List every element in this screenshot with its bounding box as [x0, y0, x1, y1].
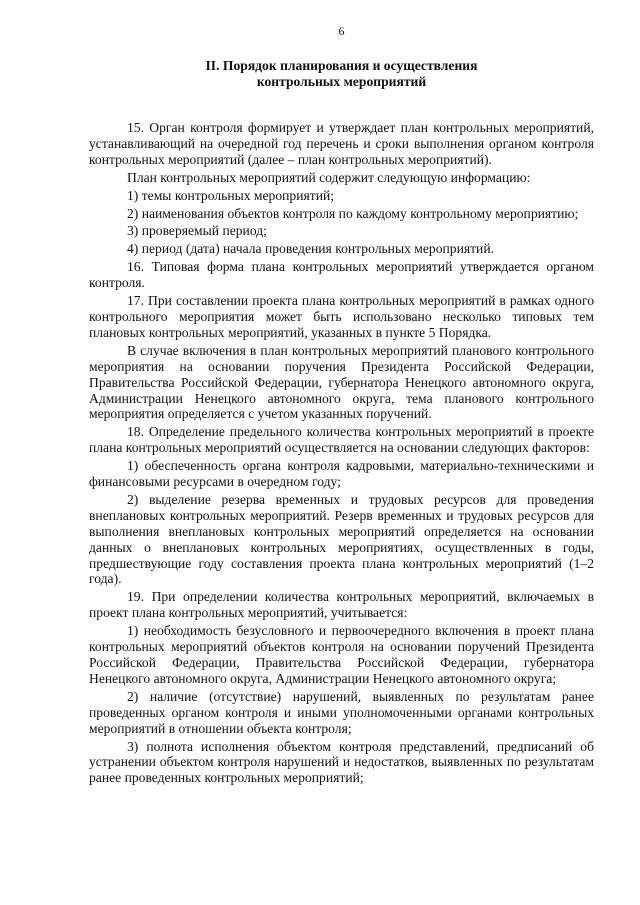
page-number: 6 [338, 24, 345, 38]
list-item: 3) проверяемый период; [127, 223, 267, 239]
paragraph: 18. Определение предельного количества контрольных мероприятий в проекте плана контрольных мероприятий осуществляется на основании следующих факторов: [89, 424, 594, 456]
list-item: 4) период (дата) начала проведения контрольных мероприятий. [127, 241, 495, 257]
section-heading [89, 58, 594, 90]
paragraph: 17. При составлении проекта плана контрольных мероприятий в рамках одного контрольного мероприятия может быть использовано несколько типовых тем плановых контрольных мероприятий, указанных в пункте 5 Порядка. [89, 293, 594, 340]
list-item: 2) наименования объектов контроля по каждому контрольному мероприятию; [127, 205, 579, 221]
list-item: 1) темы контрольных мероприятий; [127, 187, 335, 203]
list-item: 1) обеспеченность органа контроля кадровыми, материально-техническими и финансовыми ресурсами в очередном году; [89, 458, 594, 490]
paragraph: В случае включения в план контрольных мероприятий планового контрольного мероприятия на основании поручения Президента Российской Федерации, Правительства Российской Федерации, губернатора Ненецкого автономного округа, Администрации Ненецкого автономного округа, тема планового контрольного мероприятия определяется с учетом указанных поручений. [89, 342, 594, 422]
paragraph: 19. При определении количества контрольных мероприятий, включаемых в проект плана контрольных мероприятий, учитывается: [89, 589, 594, 621]
list-item: 2) выделение резерва временных и трудовых ресурсов для проведения внеплановых контрольных мероприятий. Резерв временных и трудовых ресурсов для выполнения внеплановых контрольных мероприятий определяется на основании данных о внеплановых контрольных мероприятиях, осуществленных в годы, предшествующие году составления проекта плана контрольных мероприятий (1–2 года). [89, 491, 594, 587]
list-item: 3) полнота исполнения объектом контроля представлений, предписаний об устранении объектом контроля нарушений и недостатков, выявленных по результатам ранее проведенных контрольных мероприятий; [89, 738, 594, 786]
section-title-line-1: II. Порядок планирования и осуществления [205, 58, 478, 73]
document-body [89, 120, 594, 786]
list-item: 2) наличие (отсутствие) нарушений, выявленных по результатам ранее проведенных органом контроля и иными уполномоченными органами контрольных мероприятий в отношении объекта контроля; [89, 688, 594, 736]
list-item: 1) необходимость безусловного и первоочередного включения в проект плана контрольных мероприятий объектов контроля на основании поручений Президента Российской Федерации, Правительства Российской Федерации, губернатора Ненецкого автономного округа, Администрации Ненецкого автономного округа; [89, 623, 594, 686]
section-title-line-2: контрольных мероприятий [256, 74, 427, 89]
paragraph: 15. Орган контроля формирует и утверждает план контрольных мероприятий, устанавливающий на очередной год перечень и сроки выполнения органом контроля контрольных мероприятий (далее – план контрольных мероприятий). [89, 120, 594, 167]
paragraph: 16. Типовая форма плана контрольных мероприятий утверждается органом контроля. [89, 259, 594, 291]
paragraph: План контрольных мероприятий содержит следующую информацию: [127, 169, 531, 185]
